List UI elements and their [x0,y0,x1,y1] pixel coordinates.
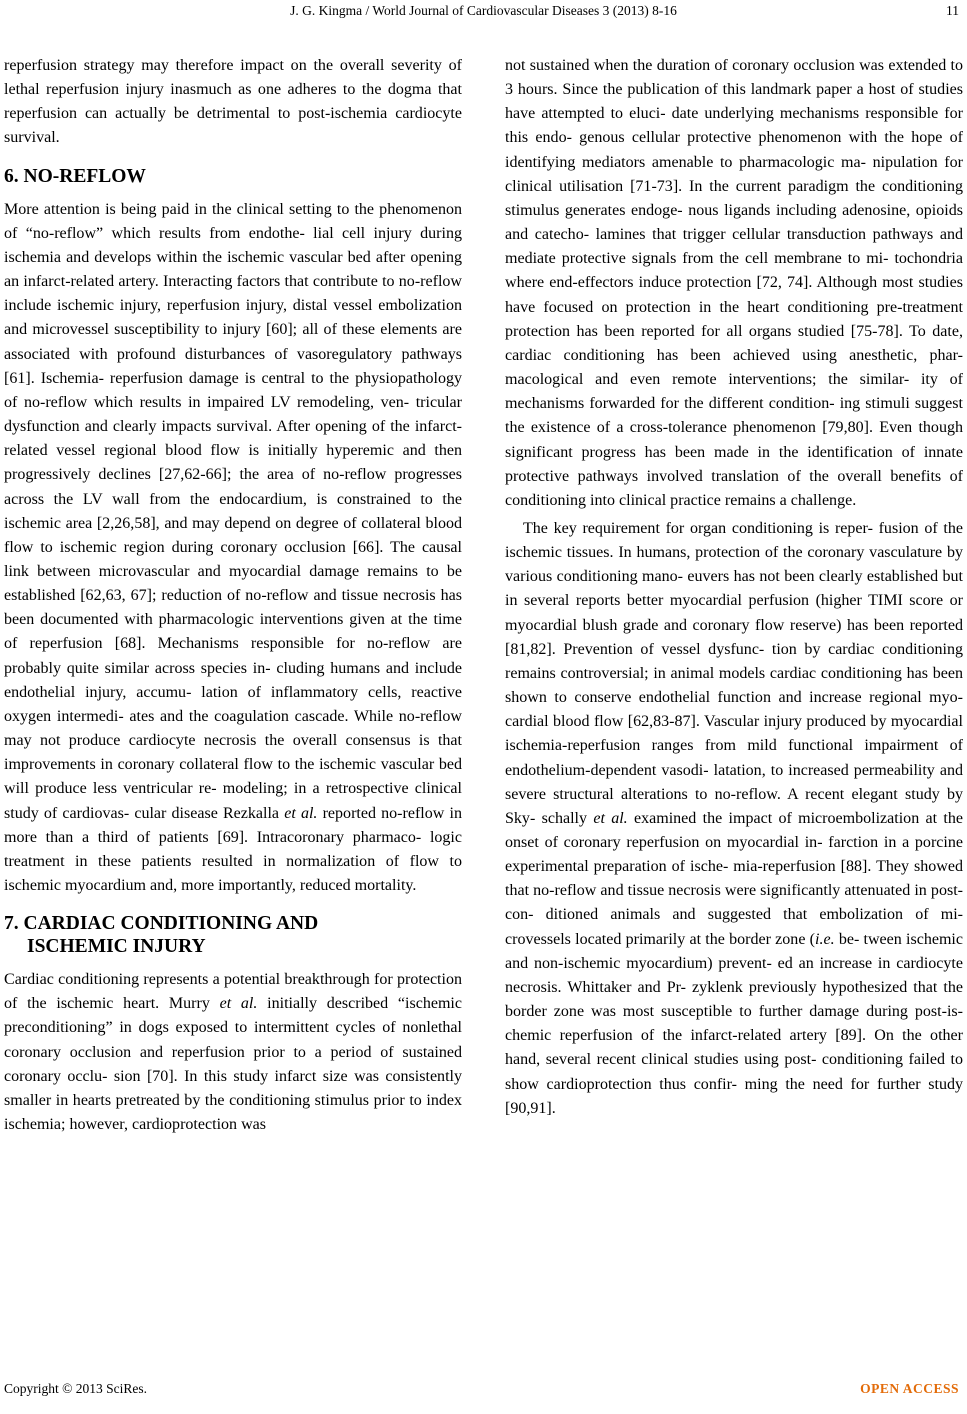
page-number: 11 [946,3,959,18]
heading-line-2: ISCHEMIC INJURY [27,936,206,958]
section-heading-cardiac-conditioning [4,912,462,958]
text-run: examined the impact of microembolization at the onset of coronary reperfusion on myocardial in- farction in a porcine experimental preparation of ische- mia-reperfusion [88]. They showed that no-reflow and tissue necrosis were significantly attenuated in post-con- ditioned animals and suggested that embolization of mi- crovessels located primarily at the border zone ( [505,809,963,948]
paragraph-no-reflow [4,198,462,899]
left-column [4,54,462,1137]
text-run: Cardiac conditioning represents a potential breakthrough for protection of the ischemic heart. Murry [4,971,462,1013]
copyright-footer: Copyright © 2013 SciRes. [4,1381,148,1396]
italic-et-al: et al. [284,804,318,822]
paragraph-continued: not sustained when the duration of coronary occlusion was extended to 3 hours. Since the publication of this landmark paper a host of studies have attempted to eluci- date underlying mechanisms responsible for this endo- genous cellular protective phenomenon with the hope of identifying mediators amenable to pharmacologic ma- nipulation for clinical utilisation [71-73]. In the current paradigm the conditioning stimulus generates endoge- nous ligands including adenosine, opioids and catecho- lamines that trigger cellular transduction pathways and mediate protective signals from the cell membrane to mi- tochondria where end-effectors induce protection [72, 74]. Although most studies have focused on protection in the heart conditioning pre-treatment protection has been reported for all organs studied [75-78]. To date, cardiac conditioning has been achieved using anesthetic, phar- macological and even remote interventions; the similar- ity of mechanisms forwarded for the different condition- ing stimuli suggest the existence of a cross-tolerance phenomenon [79,80]. Even though significant progress has been made in the identification of innate protective pathways involved translation of the overall benefits of conditioning into clinical practice remains a challenge. [505,57,963,509]
italic-ie: i.e. [815,930,835,948]
text-run: reported no-reflow in more than a third of patients [69]. Intracoronary pharmaco- logic treatment in these patients resulted in normalization of flow to ischemic myocardium and, more importantly, reduced mortality. [4,804,462,894]
heading-line-1: 7. CARDIAC CONDITIONING AND [4,913,319,935]
italic-et-al: et al. [593,809,628,827]
paragraph-cardiac-conditioning [4,968,462,1137]
text-run: The key requirement for organ conditioning is reper- fusion of the ischemic tissues. In humans, protection of the coronary vasculature by various conditioning mano- euvers has not been clearly established but in several reports better myocardial perfusion (higher TIMI score or myocardial blush grade and coronary flow reserve) has been reported [81,82]. Prevention of vessel dysfunc- tion by cardiac conditioning remains controversial; in animal models cardiac conditioning has been shown to conserve endothelial function and increase regional myo- cardial blood flow [62,83-87]. Vascular injury produced by myocardial ischemia-reperfusion ranges from mild functional impairment of endothelium-dependent vasodi- latation, to increased permeability and severe structural alterations to no-reflow. A recent elegant study by Sky- schally [505,519,963,827]
running-header: J. G. Kingma / World Journal of Cardiovascular Diseases 3 (2013) 8-16 [290,3,677,18]
text-run: More attention is being paid in the clinical setting to the phenomenon of “no-reflow” which results from endothe- lial cell injury during ischemia and develops within the ischemic vascular bed after opening an infarct-related artery. Interacting factors that contribute to no-reflow include ischemic injury, reperfusion injury, distal vessel embolization and microvessel susceptibility to injury [60]; all of these elements are associated with profound disturbances of vasoregulatory pathways [61]. Ischemia- reperfusion damage is central to the physiopathology of no-reflow which results in impaired LV remodeling, ven- tricular dysfunction and clearly impacts survival. After opening of the infarct-related vessel regional blood flow is initially hyperemic and then progressively declines [27,62-66]; the area of no-reflow progresses across the LV wall from the endocardium, is constrained to the ischemic area [2,26,58], and may depend on degree of collateral blood flow to ischemic region during coronary occlusion [66]. The causal link between microvascular and myocardial damage remains to be established [62,63, 67]; reduction of no-reflow and tissue necrosis has been documented with pharmacologic interventions given at the time of reperfusion [68]. Mechanisms responsible for no-reflow are probably quite similar across species in- cluding humans and include endothelial injury, accumu- lation of inflammatory cells, reactive oxygen intermedi- ates and the coagulation cascade. While no-reflow may not produce cardiocyte necrosis the overall consensus is that improvements in coronary collateral flow to the ischemic vascular bed will produce less ventricular re- modeling; in a retrospective clinical study of cardiovas- cular disease Rezkalla [4,200,462,822]
text-run: be- tween ischemic and non-ischemic myocardium) prevent- ed an increase in cardiocyte necrosis. Whittaker and Pr- zyklenk previously hypothesized that the border zone was most susceptible to further damage during post-is- chemic reperfusion of the infarct-related artery [89]. On the other hand, several recent clinical studies using post- conditioning failed to show cardioprotection thus confir- ming the need for further study [90,91]. [505,930,963,1117]
right-column [505,54,963,1121]
section-heading-no-reflow: 6. NO-REFLOW [4,165,146,187]
open-access-badge: OPEN ACCESS [860,1381,959,1396]
paragraph-key-requirement [505,517,963,1121]
italic-et-al: et al. [219,995,258,1013]
paragraph-reperfusion-strategy: reperfusion strategy may therefore impact on the overall severity of lethal reperfusion injury inasmuch as one adheres to the dogma that reperfusion can actually be detrimental to post-ischemia cardiocyte survival. [4,57,462,147]
text-run: initially described “ischemic preconditioning” in dogs exposed to intermittent cycles of nonlethal coronary occlusion and reperfusion prior to a period of sustained coronary occlu- sion [70]. In this study infarct size was consistently smaller in hearts pretreated by the conditioning stimulus prior to index ischemia; however, cardioprotection was [4,995,463,1134]
